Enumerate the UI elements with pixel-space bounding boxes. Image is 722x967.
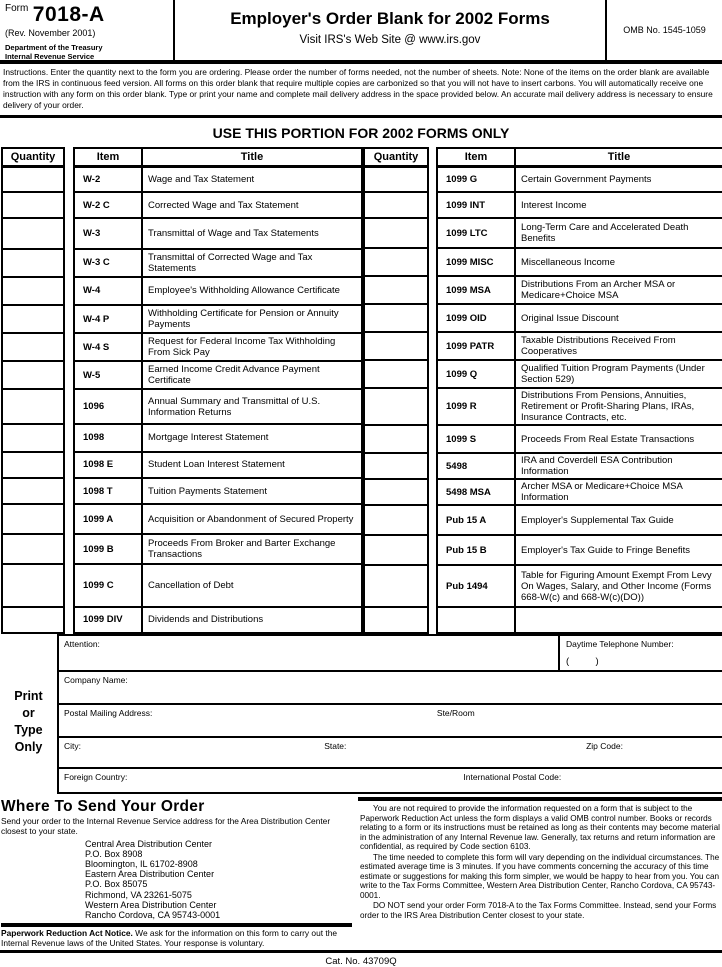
distribution-center-line: Rancho Cordova, CA 95743-0001	[85, 910, 221, 921]
quantity-cell[interactable]	[2, 389, 64, 423]
item-code-cell: W-4 S	[74, 333, 142, 361]
ste-room-label: Ste/Room	[436, 708, 475, 718]
quantity-cell[interactable]	[2, 249, 64, 277]
distribution-center-line: Richmond, VA 23261-5075	[85, 889, 192, 900]
column-gap	[64, 249, 74, 277]
form-id-block	[0, 0, 175, 60]
postal-address-label: Postal Mailing Address:	[64, 708, 153, 718]
item-code-cell: 1096	[74, 389, 142, 423]
form-title-cell: Annual Summary and Transmittal of U.S. Information Returns	[142, 389, 362, 423]
table-row	[2, 534, 362, 564]
quantity-cell[interactable]	[364, 248, 428, 276]
column-gap	[64, 452, 74, 478]
table-row	[364, 388, 722, 425]
distribution-centers-list	[85, 839, 352, 921]
table-row	[364, 479, 722, 505]
item-code-cell: 1099 Q	[437, 360, 515, 388]
column-gap	[64, 478, 74, 504]
company-name-label: Company Name:	[64, 675, 128, 685]
item-code-cell: W-3	[74, 218, 142, 248]
column-gap	[428, 453, 437, 479]
table-row	[2, 192, 362, 218]
item-code-cell: 1099 G	[437, 166, 515, 192]
table-row	[364, 505, 722, 535]
quantity-cell[interactable]	[2, 534, 64, 564]
form-title-cell: Withholding Certificate for Pension or Annuity Payments	[142, 305, 362, 333]
catalog-number: Cat. No. 43709Q	[325, 956, 397, 967]
item-code-cell: Pub 15 B	[437, 535, 515, 565]
header-gap-right	[428, 148, 437, 166]
item-code-cell: 1099 B	[74, 534, 142, 564]
form-revision: (Rev. November 2001)	[5, 28, 96, 38]
column-gap	[64, 424, 74, 452]
quantity-cell[interactable]	[364, 535, 428, 565]
table-row	[364, 248, 722, 276]
item-code-cell: 1098 E	[74, 452, 142, 478]
table-row	[2, 361, 362, 389]
column-gap	[64, 564, 74, 606]
daytime-phone-field[interactable]	[558, 636, 722, 670]
table-row	[2, 305, 362, 333]
paperwork-notice-lead: Paperwork Reduction Act Notice.	[1, 928, 133, 939]
item-code-cell: 1098 T	[74, 478, 142, 504]
form-title-cell: Distributions From Pensions, Annuities, Retirement or Profit-Sharing Plans, IRAs, Insurance Contracts, etc.	[515, 388, 722, 425]
paperwork-reduction-notice	[1, 923, 352, 948]
item-code-cell: 5498	[437, 453, 515, 479]
column-gap	[64, 389, 74, 423]
item-code-cell: W-4 P	[74, 305, 142, 333]
form-title-cell: Transmittal of Corrected Wage and Tax Statements	[142, 249, 362, 277]
quantity-cell[interactable]	[2, 564, 64, 606]
privacy-act-text	[358, 797, 722, 948]
quantity-cell[interactable]	[2, 192, 64, 218]
quantity-cell[interactable]	[364, 276, 428, 304]
table-row	[2, 218, 362, 248]
distribution-center-line: Bloomington, IL 61702-8908	[85, 859, 198, 869]
item-code-cell: W-2	[74, 166, 142, 192]
form-title-cell: Archer MSA or Medicare+Choice MSA Information	[515, 479, 722, 505]
column-header-quantity-left: Quantity	[2, 148, 64, 166]
table-row	[364, 607, 722, 633]
table-row	[2, 452, 362, 478]
quantity-cell[interactable]	[2, 478, 64, 504]
table-row	[2, 333, 362, 361]
form-title-cell: Long-Term Care and Accelerated Death Benefits	[515, 218, 722, 248]
mailing-address-form	[0, 634, 722, 794]
quantity-cell[interactable]	[2, 277, 64, 305]
table-row	[364, 565, 722, 607]
form-title-cell: Student Loan Interest Statement	[142, 452, 362, 478]
column-gap	[428, 332, 437, 360]
quantity-cell[interactable]	[364, 479, 428, 505]
item-code-cell: W-4	[74, 277, 142, 305]
column-gap	[428, 218, 437, 248]
distribution-center-line: P.O. Box 8908	[85, 848, 143, 859]
where-to-send-intro: Send your order to the Internal Revenue Service address for the Area Distribution Center closest to your state.	[1, 816, 331, 836]
form-title-cell: Distributions From an Archer MSA or Medicare+Choice MSA	[515, 276, 722, 304]
form-title-cell: Qualified Tuition Program Payments (Under Section 529)	[515, 360, 722, 388]
table-row	[364, 192, 722, 218]
quantity-cell[interactable]	[364, 304, 428, 332]
column-gap	[428, 388, 437, 425]
form-title-cell: Corrected Wage and Tax Statement	[142, 192, 362, 218]
quantity-cell[interactable]	[2, 218, 64, 248]
item-code-cell: 1099 INT	[437, 192, 515, 218]
quantity-cell[interactable]	[364, 166, 428, 192]
item-code-cell: 1099 OID	[437, 304, 515, 332]
order-tables	[0, 147, 722, 634]
table-row	[2, 564, 362, 606]
quantity-cell[interactable]	[2, 607, 64, 633]
quantity-cell[interactable]	[364, 192, 428, 218]
form-title-cell: Employer's Tax Guide to Fringe Benefits	[515, 535, 722, 565]
form-title-cell: Employer's Supplemental Tax Guide	[515, 505, 722, 535]
form-title-cell: Original Issue Discount	[515, 304, 722, 332]
postal-address-field[interactable]	[59, 705, 722, 738]
quantity-cell[interactable]	[364, 425, 428, 453]
column-header-title-left: Title	[142, 148, 362, 166]
item-code-cell: W-5	[74, 361, 142, 389]
form-title-cell: Proceeds From Real Estate Transactions	[515, 425, 722, 453]
form-title-cell: Cancellation of Debt	[142, 564, 362, 606]
column-header-item-left: Item	[74, 148, 142, 166]
table-row	[2, 478, 362, 504]
footer-columns	[0, 797, 722, 948]
instructions-text: Instructions. Enter the quantity next to the form you are ordering. Please order the number of forms needed, not the number of sheets. Note: None of the items on the order blank are available from the IRS in continuous feed version. All forms on this order blank that require multiple copies are carbonized so that you will not have to insert carbons. You will automatically receive one instruction with any form on this order blank. Type or print your name and complete mail delivery address in the space provided below. An accurate mail delivery address is necessary to ensure delivery of your order.	[0, 64, 722, 118]
table-row	[364, 166, 722, 192]
column-gap	[64, 218, 74, 248]
irs-website-link: Visit IRS's Web Site @ www.irs.gov	[299, 34, 481, 46]
table-row	[364, 304, 722, 332]
form-title-cell: Request for Federal Income Tax Withholding From Sick Pay	[142, 333, 362, 361]
city-label: City:	[64, 741, 81, 751]
item-code-cell: 1099 MISC	[437, 248, 515, 276]
item-code-cell: 1098	[74, 424, 142, 452]
column-gap	[64, 192, 74, 218]
item-code-cell: Pub 1494	[437, 565, 515, 607]
column-gap	[428, 360, 437, 388]
quantity-cell[interactable]	[2, 504, 64, 534]
item-code-cell: 1099 LTC	[437, 218, 515, 248]
quantity-cell[interactable]	[2, 452, 64, 478]
column-gap	[428, 166, 437, 192]
daytime-phone-label: Daytime Telephone Number:	[566, 639, 674, 649]
distribution-center-line: Western Area Distribution Center	[85, 899, 217, 910]
privacy-paragraph-2: The time needed to complete this form will vary depending on the individual circumstances. The estimated average time is 3 minutes. If you have comments concerning the accuracy of this time estimate or suggestions for making this form simpler, we would be happy to hear from you. You can write to the Tax Forms Committee, Western Area Distribution Center, Rancho Cordova, CA 95743-0001.	[360, 852, 720, 900]
form-title-cell: Wage and Tax Statement	[142, 166, 362, 192]
company-name-field[interactable]	[59, 672, 722, 705]
table-row	[364, 425, 722, 453]
column-gap	[428, 248, 437, 276]
column-gap	[64, 504, 74, 534]
table-row	[2, 424, 362, 452]
column-gap	[64, 277, 74, 305]
table-row	[2, 504, 362, 534]
print-or-type-label: Print or Type Only	[14, 689, 43, 754]
item-code-cell: 1099 MSA	[437, 276, 515, 304]
item-code-cell: 5498 MSA	[437, 479, 515, 505]
table-row	[2, 277, 362, 305]
item-code-cell: W-2 C	[74, 192, 142, 218]
form-title-cell: Earned Income Credit Advance Payment Certificate	[142, 361, 362, 389]
column-gap	[64, 607, 74, 633]
intl-postal-code-label: International Postal Code:	[463, 772, 562, 782]
distribution-center-line: P.O. Box 85075	[85, 879, 148, 890]
table-row	[2, 389, 362, 423]
table-row	[364, 276, 722, 304]
paperwork-notice-text: We ask for the information on this form to carry out the Internal Revenue laws of the United States. Your response is voluntary.	[1, 928, 338, 949]
city-state-zip-field[interactable]	[59, 738, 722, 769]
table-row	[364, 535, 722, 565]
column-gap	[64, 305, 74, 333]
item-code-cell: 1099 S	[437, 425, 515, 453]
item-code-cell: Pub 15 A	[437, 505, 515, 535]
form-title-cell: Transmittal of Wage and Tax Statements	[142, 218, 362, 248]
column-header-title-right: Title	[515, 148, 722, 166]
column-gap	[428, 479, 437, 505]
column-header-item-right: Item	[437, 148, 515, 166]
agency-line-2: Internal Revenue Service	[5, 51, 95, 61]
table-row	[2, 249, 362, 277]
item-code-cell: W-3 C	[74, 249, 142, 277]
item-code-cell: 1099 PATR	[437, 332, 515, 360]
section-heading: USE THIS PORTION FOR 2002 FORMS ONLY	[212, 125, 510, 141]
attention-label: Attention:	[64, 639, 100, 649]
form-header	[0, 0, 722, 64]
omb-number: OMB No. 1545-1059	[623, 25, 706, 35]
agency-line-1: Department of the Treasury	[5, 43, 103, 52]
distribution-center-line: Central Area Distribution Center	[85, 838, 213, 849]
column-gap	[64, 166, 74, 192]
zip-code-label: Zip Code:	[586, 741, 623, 751]
table-row	[364, 218, 722, 248]
form-number: 7018-A	[32, 3, 105, 26]
form-title-cell: Mortgage Interest Statement	[142, 424, 362, 452]
order-table-left	[1, 147, 363, 634]
column-gap	[428, 304, 437, 332]
foreign-country-label: Foreign Country:	[64, 772, 128, 782]
column-gap	[64, 534, 74, 564]
attention-field[interactable]	[59, 636, 722, 672]
column-gap	[64, 361, 74, 389]
item-code-cell: 1099 A	[74, 504, 142, 534]
quantity-cell[interactable]	[364, 388, 428, 425]
table-row	[364, 360, 722, 388]
column-gap	[64, 333, 74, 361]
form-title-cell: Proceeds From Broker and Barter Exchange Transactions	[142, 534, 362, 564]
column-gap	[428, 425, 437, 453]
where-to-send-heading: Where To Send Your Order	[1, 798, 205, 815]
column-gap	[428, 535, 437, 565]
column-gap	[428, 565, 437, 607]
item-code-cell	[437, 607, 515, 633]
table-row	[2, 607, 362, 633]
form-title-cell: Taxable Distributions Received From Cooperatives	[515, 332, 722, 360]
privacy-paragraph-3: DO NOT send your order Form 7018-A to the Tax Forms Committee. Instead, send your Forms order to the IRS Area Distribution Center closest to your state.	[360, 901, 717, 920]
page-title: Employer's Order Blank for 2002 Forms	[230, 9, 550, 28]
column-header-quantity-right: Quantity	[364, 148, 428, 166]
form-title-cell: Miscellaneous Income	[515, 248, 722, 276]
distribution-center-line: Eastern Area Distribution Center	[85, 869, 215, 880]
table-row	[364, 332, 722, 360]
header-gap-left	[64, 148, 74, 166]
item-code-cell: 1099 C	[74, 564, 142, 606]
quantity-cell[interactable]	[364, 607, 428, 633]
quantity-cell[interactable]	[2, 305, 64, 333]
quantity-cell[interactable]	[2, 166, 64, 192]
form-title-cell: Certain Government Payments	[515, 166, 722, 192]
phone-parentheses: ( )	[566, 656, 599, 667]
quantity-cell[interactable]	[2, 424, 64, 452]
form-title-cell: Dividends and Distributions	[142, 607, 362, 633]
form-title-cell: Tuition Payments Statement	[142, 478, 362, 504]
quantity-cell[interactable]	[364, 505, 428, 535]
quantity-cell[interactable]	[364, 453, 428, 479]
state-label: State:	[324, 741, 347, 751]
form-title-cell: Table for Figuring Amount Exempt From Levy On Wages, Salary, and Other Income (Forms 668-W(c) and 668-W(c)(DO))	[515, 565, 722, 607]
order-table-right	[363, 147, 722, 634]
form-word: Form	[5, 3, 29, 14]
form-title-cell	[515, 607, 722, 633]
form-title-cell: Interest Income	[515, 192, 722, 218]
column-gap	[428, 505, 437, 535]
privacy-paragraph-1: You are not required to provide the information requested on a form that is subject to the Paperwork Reduction Act unless the form displays a valid OMB control number. Books or records relating to a form or its instructions must be retained as long as their contents may become material in the administration of any Internal Revenue law. Generally, tax returns and return information are confidential, as required by Code section 6103.	[360, 804, 720, 851]
form-title-cell: Employee's Withholding Allowance Certificate	[142, 277, 362, 305]
form-title-cell: IRA and Coverdell ESA Contribution Information	[515, 453, 722, 479]
item-code-cell: 1099 DIV	[74, 607, 142, 633]
quantity-cell[interactable]	[364, 565, 428, 607]
quantity-cell[interactable]	[364, 332, 428, 360]
foreign-country-field[interactable]	[59, 769, 722, 794]
quantity-cell[interactable]	[2, 361, 64, 389]
table-row	[2, 166, 362, 192]
column-gap	[428, 192, 437, 218]
form-title-block	[175, 0, 607, 60]
quantity-cell[interactable]	[2, 333, 64, 361]
quantity-cell[interactable]	[364, 360, 428, 388]
form-title-cell: Acquisition or Abandonment of Secured Property	[142, 504, 362, 534]
column-gap	[428, 607, 437, 633]
quantity-cell[interactable]	[364, 218, 428, 248]
table-row	[364, 453, 722, 479]
column-gap	[428, 276, 437, 304]
item-code-cell: 1099 R	[437, 388, 515, 425]
